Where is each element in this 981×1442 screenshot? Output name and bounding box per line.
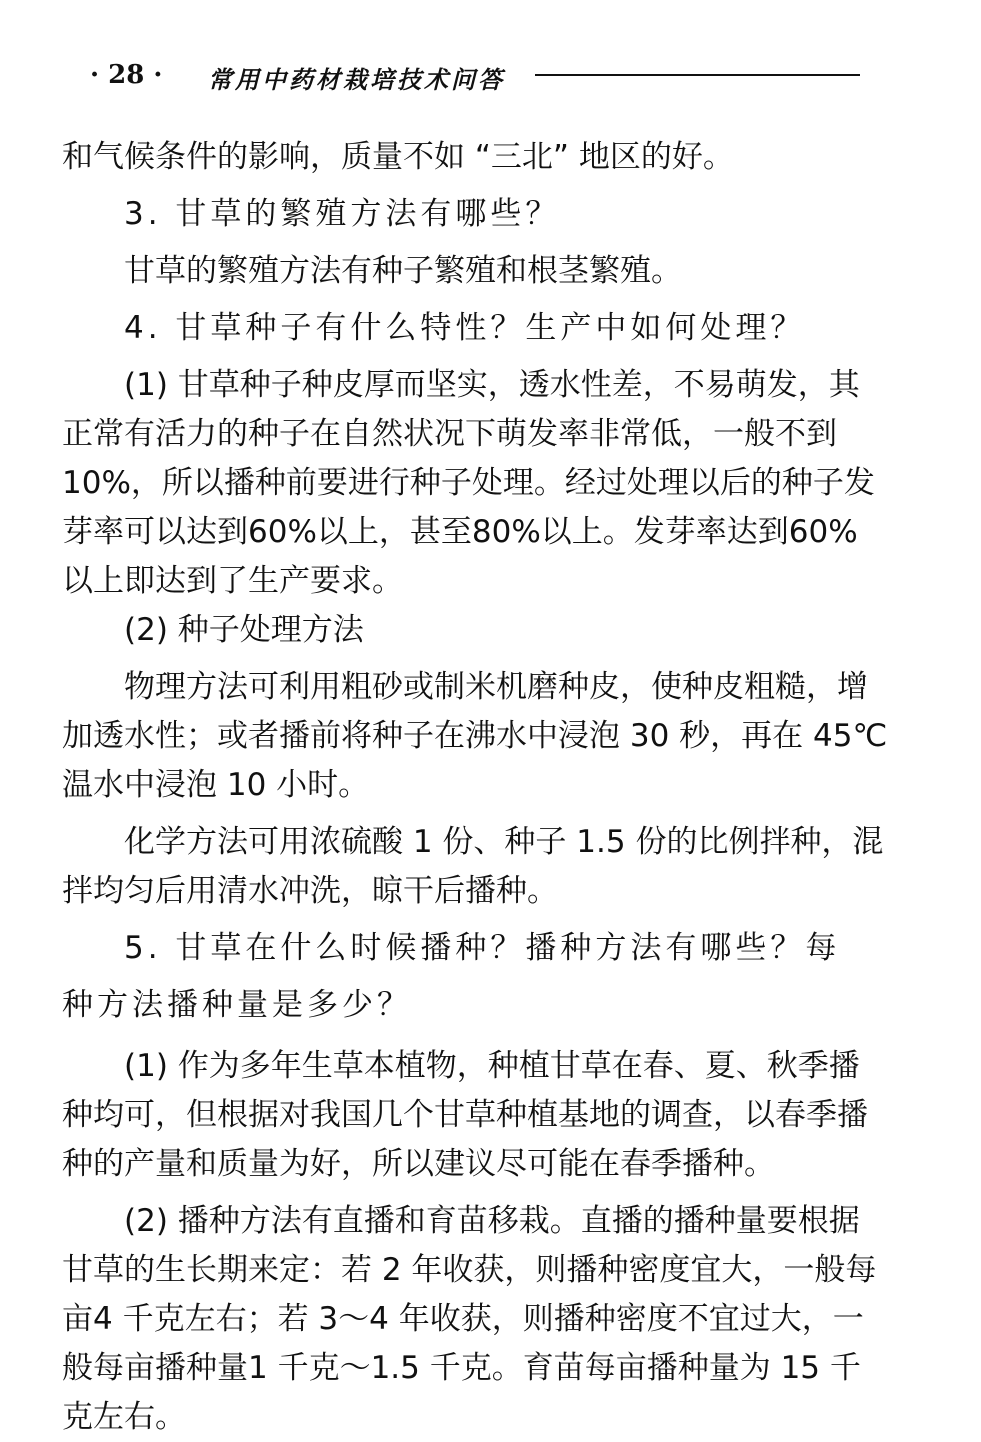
text-line: 种均可，但根据对我国几个甘草种植基地的调查，以春季播 [62, 1097, 868, 1133]
question-heading: 3. 甘草的繁殖方法有哪些？ [124, 196, 561, 232]
question-heading: 4. 甘草种子有什么特性？生产中如何处理？ [124, 310, 806, 346]
text-line: 芽率可以达到60%以上，甚至80%以上。发芽率达到60% [62, 514, 858, 550]
text-line: 加透水性；或者播前将种子在沸水中浸泡 30 秒，再在 45℃ [62, 718, 888, 754]
text-line: 10%，所以播种前要进行种子处理。经过处理以后的种子发 [62, 465, 875, 501]
text-line: 甘草的生长期来定：若 2 年收获，则播种密度宜大，一般每 [62, 1252, 877, 1288]
text-line: 物理方法可利用粗砂或制米机磨种皮，使种皮粗糙，增 [124, 669, 868, 705]
text-line: 种的产量和质量为好，所以建议尽可能在春季播种。 [62, 1146, 775, 1182]
text-line: 和气候条件的影响，质量不如 “三北” 地区的好。 [62, 139, 734, 175]
question-heading: 5. 甘草在什么时候播种？播种方法有哪些？每 [124, 930, 841, 966]
text-line: 温水中浸泡 10 小时。 [62, 767, 370, 803]
page-number: · 28 · [90, 60, 163, 90]
text-line: 化学方法可用浓硫酸 1 份、种子 1.5 份的比例拌种，混 [124, 824, 884, 860]
page-header [90, 58, 870, 98]
text-line: 般每亩播种量1 千克～1.5 千克。育苗每亩播种量为 15 千 [62, 1350, 861, 1386]
running-title: 常用中药材栽培技术问答 [208, 65, 505, 94]
text-line: 甘草的繁殖方法有种子繁殖和根茎繁殖。 [124, 253, 682, 289]
text-line: (2) 播种方法有直播和育苗移栽。直播的播种量要根据 [124, 1203, 860, 1239]
text-line: 亩4 千克左右；若 3～4 年收获，则播种密度不宜过大，一 [62, 1301, 864, 1337]
text-line: 拌均匀后用清水冲洗，晾干后播种。 [62, 873, 558, 909]
text-line: 以上即达到了生产要求。 [62, 563, 403, 599]
text-line: (1) 作为多年生草本植物，种植甘草在春、夏、秋季播 [124, 1048, 860, 1084]
text-line: 克左右。 [62, 1399, 186, 1435]
text-line: 正常有活力的种子在自然状况下萌发率非常低，一般不到 [62, 416, 837, 452]
subheading: (2) 种子处理方法 [124, 612, 364, 648]
question-heading-cont: 种方法播种量是多少？ [62, 987, 412, 1023]
header-rule [535, 74, 860, 76]
text-line: (1) 甘草种子种皮厚而坚实，透水性差，不易萌发，其 [124, 367, 860, 403]
body-text [62, 133, 888, 1442]
